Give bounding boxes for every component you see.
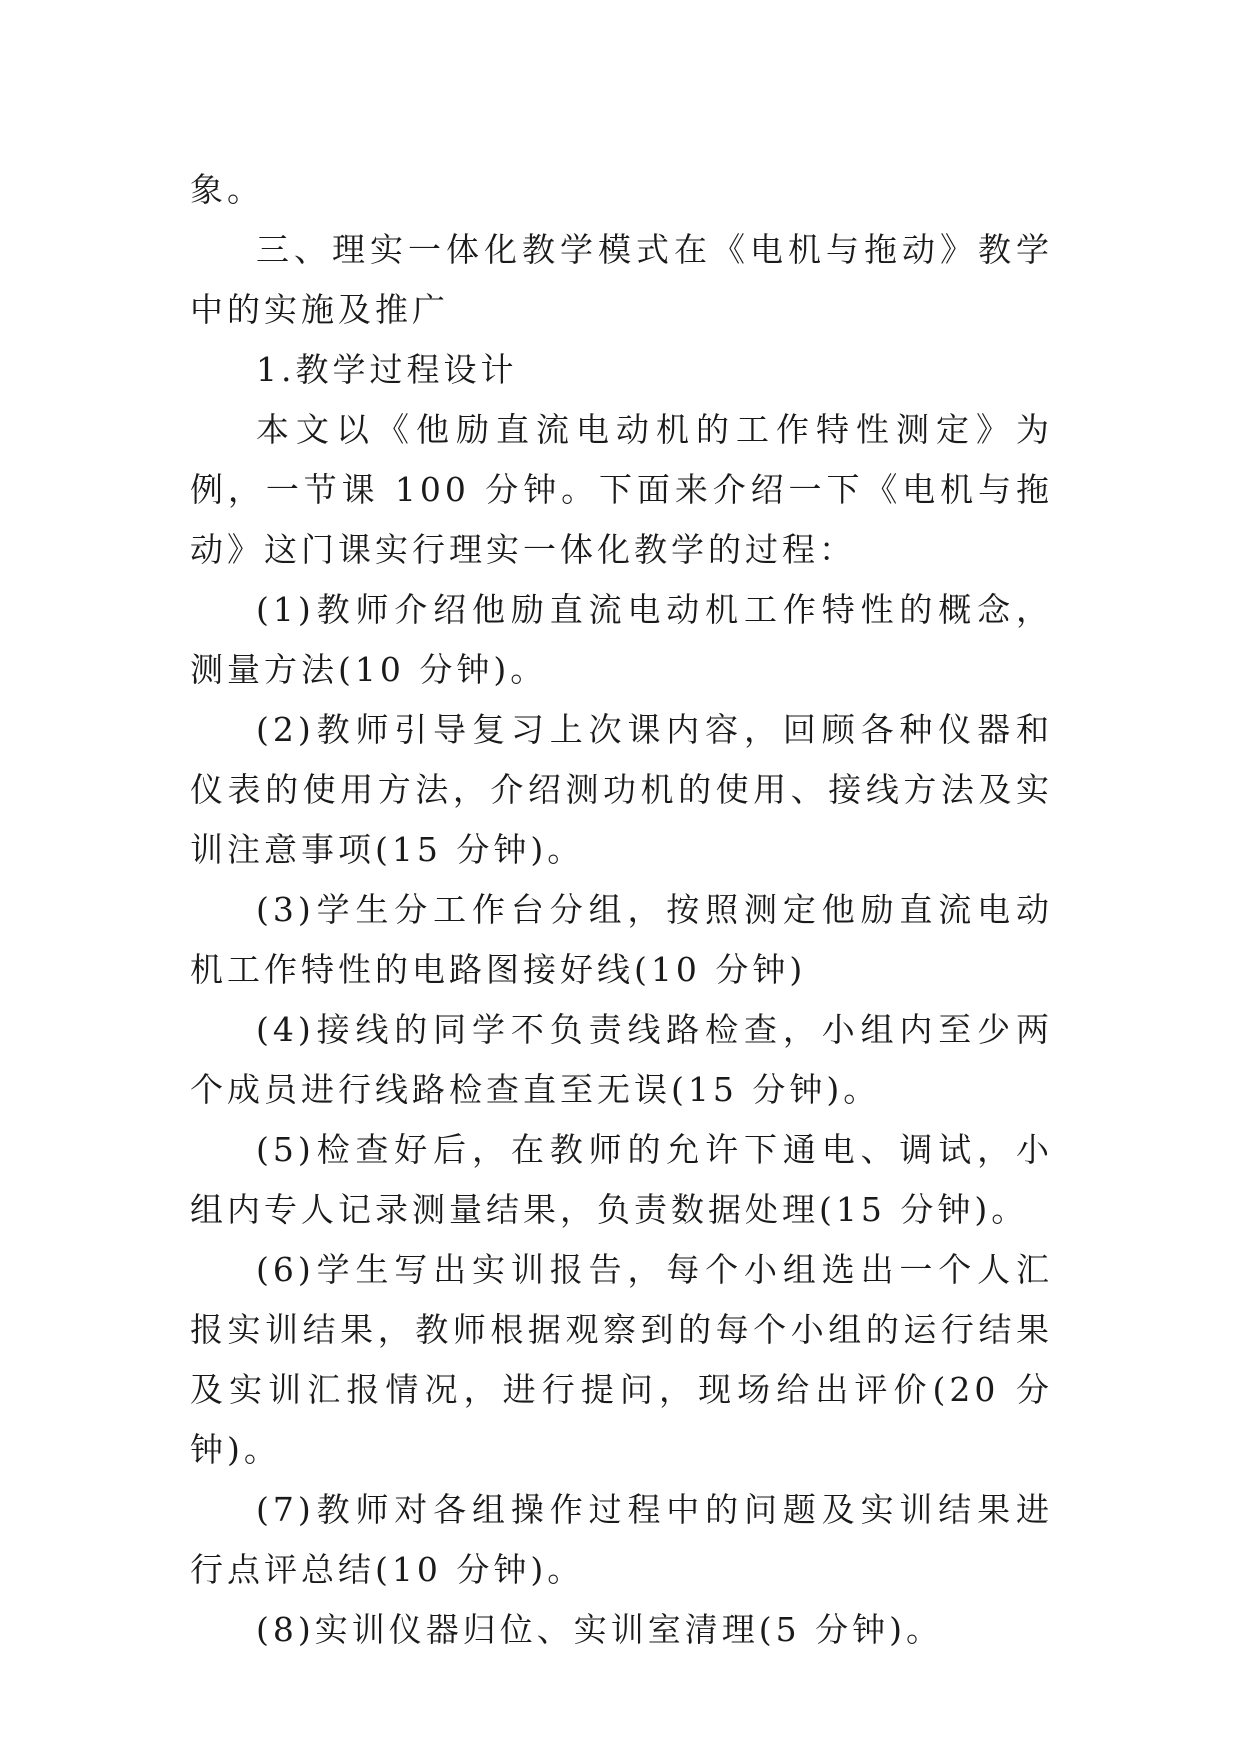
step-2-paragraph: (2)教师引导复习上次课内容，回顾各种仪器和仪表的使用方法，介绍测功机的使用、接线方法及实训注意事项(15 分钟)。 <box>190 710 1053 869</box>
section-heading: 三、理实一体化教学模式在《电机与拖动》教学中的实施及推广 <box>190 230 1053 329</box>
step-6-paragraph: (6)学生写出实训报告，每个小组选出一个人汇报实训结果，教师根据观察到的每个小组的运行结果及实训汇报情况，进行提问，现场给出评价(20 分钟)。 <box>190 1250 1053 1469</box>
step-7-paragraph: (7)教师对各组操作过程中的问题及实训结果进行点评总结(10 分钟)。 <box>190 1490 1053 1589</box>
paragraph-continuation: 象。 <box>190 170 264 209</box>
subsection-heading: 1.教学过程设计 <box>256 350 518 389</box>
step-1-paragraph: (1)教师介绍他励直流电动机工作特性的概念，测量方法(10 分钟)。 <box>190 590 1053 689</box>
step-3-paragraph: (3)学生分工作台分组，按照测定他励直流电动机工作特性的电路图接好线(10 分钟) <box>190 890 1053 989</box>
step-8-paragraph: (8)实训仪器归位、实训室清理(5 分钟)。 <box>256 1610 943 1649</box>
intro-paragraph: 本文以《他励直流电动机的工作特性测定》为例，一节课 100 分钟。下面来介绍一下《电机与拖动》这门课实行理实一体化教学的过程： <box>190 410 1053 569</box>
document-body <box>190 160 1053 1660</box>
step-4-paragraph: (4)接线的同学不负责线路检查，小组内至少两个成员进行线路检查直至无误(15 分钟)。 <box>190 1010 1053 1109</box>
step-5-paragraph: (5)检查好后，在教师的允许下通电、调试，小组内专人记录测量结果，负责数据处理(15 分钟)。 <box>190 1130 1053 1229</box>
